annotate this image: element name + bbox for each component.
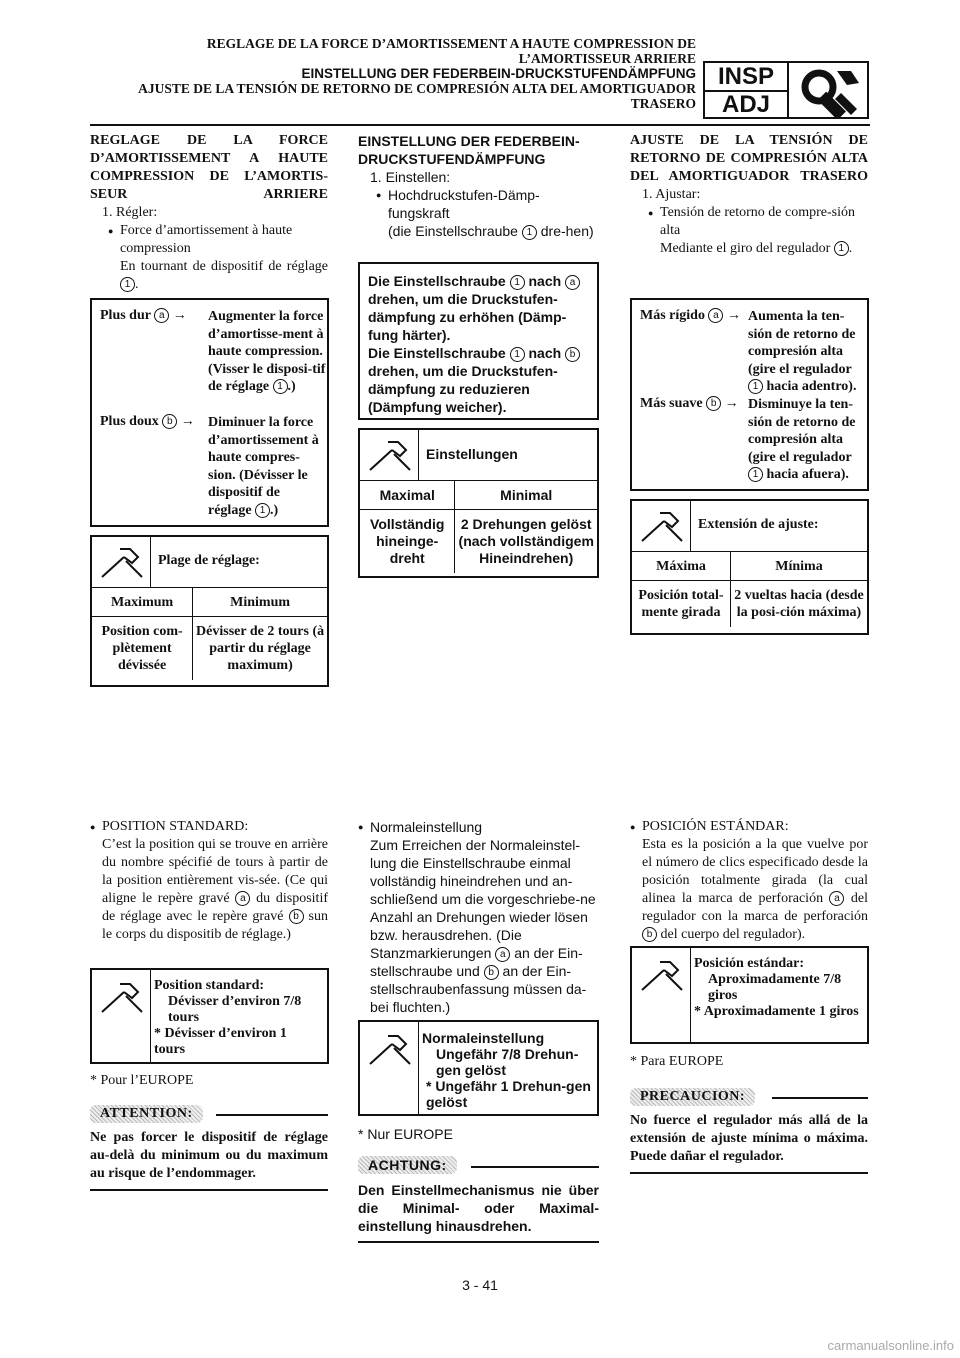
caution-fr bbox=[90, 1104, 328, 1191]
spec-table bbox=[360, 481, 597, 573]
spec-title: Extensión de ajuste: bbox=[698, 517, 819, 532]
adjust-text: Die Einstellschraube 1 nach a drehen, um die Druckstufen-dämpfung zu erhöhen (Dämp-fung härter). Die Einstellschraube 1 nach b drehen, um die Druckstufen-dämpfung zu reduzieren (Dämpfung weicher). bbox=[368, 272, 591, 416]
spec-table bbox=[92, 588, 327, 680]
standard-content: Posición estándar: Aproximadamente 7/8 giros * Aproximadamente 1 giros bbox=[694, 956, 859, 1019]
col-min: Minimal bbox=[455, 481, 597, 510]
adjust-text-harder: Aumenta la ten-sión de retorno de compresión alta (gire el regulador 1 hacia adentro). bbox=[748, 309, 857, 394]
french-standard bbox=[90, 818, 328, 944]
mark-1: 1 bbox=[255, 503, 270, 518]
standard-content: Position standard: Dévisser d’environ 7/8 tours * Dévisser d’environ 1 tours bbox=[154, 978, 302, 1057]
header-rule bbox=[90, 124, 870, 126]
adjust-text-softer: Diminuer la force d’amortissement à haute compres-sion. (Dévisser le dispositif de réglage 1 .) bbox=[208, 415, 319, 518]
step-label: 1. Einstellen: bbox=[370, 169, 451, 185]
footnote: * Para EUROPE bbox=[630, 1054, 724, 1069]
mark-1: 1 bbox=[510, 275, 525, 290]
french-column bbox=[90, 132, 328, 294]
caution-text: Den Einstellmechanismus nie über die Minimal- oder Maximal-einstellung hinausdrehen. bbox=[358, 1181, 599, 1243]
val-max: Position com-plètement dévissée bbox=[101, 624, 183, 673]
mark-1: 1 bbox=[748, 379, 763, 394]
wrench-icon bbox=[638, 956, 686, 996]
mark-1: 1 bbox=[748, 467, 763, 482]
bullet-item: ● Normaleinstellung bbox=[370, 818, 596, 836]
footnote: * Pour l’EUROPE bbox=[90, 1073, 194, 1088]
header-line: TRASERO bbox=[630, 96, 696, 111]
adjust-label-harder: Más rígido a → bbox=[640, 308, 741, 323]
val-min: 2 vueltas hacia (desde la posi-ción máxima) bbox=[730, 581, 867, 628]
caution-es bbox=[630, 1087, 868, 1174]
mark-b: b bbox=[484, 965, 499, 980]
mark-b: b bbox=[289, 909, 304, 924]
adjust-label-softer: Plus doux b → bbox=[100, 414, 195, 429]
col-max: Máxima bbox=[632, 552, 730, 581]
section-heading: EINSTELLUNG DER FEDERBEIN-DRUCKSTUFENDÄMPFUNG bbox=[358, 133, 580, 167]
bullet-subtext: Mediante el giro del regulador 1 . bbox=[660, 241, 853, 256]
step-label: 1. Régler: bbox=[102, 205, 158, 220]
bullet-subtext-label: En tournant de dispositif de réglage bbox=[120, 259, 328, 274]
adjust-box-de bbox=[358, 262, 599, 420]
spec-header bbox=[360, 430, 597, 481]
mark-a: a bbox=[235, 891, 250, 906]
standard-box-fr bbox=[90, 968, 329, 1064]
caution-de bbox=[358, 1156, 599, 1243]
val-min: Dévisser de 2 tours (à partir du réglage maximum) bbox=[193, 617, 327, 681]
bullet-item: ● Tensión de retorno de compre-sión alta bbox=[660, 204, 868, 240]
adjust-label-softer: Más suave b → bbox=[640, 396, 739, 411]
header-line: REGLAGE DE LA FORCE D’AMORTISSEMENT A HAUTE COMPRESSION DE bbox=[206, 36, 696, 51]
badge-top: INSP bbox=[705, 63, 787, 92]
german-standard bbox=[358, 818, 596, 1016]
val-min: 2 Drehungen gelöst (nach vollständigem Hineindrehen) bbox=[455, 510, 597, 574]
page-number: 3 - 41 bbox=[462, 1277, 498, 1293]
wrench-icon bbox=[638, 507, 686, 547]
mark-b: b bbox=[642, 927, 657, 942]
caution-text: No fuerce el regulador más allá de la extensión de ajuste mínima o máxima. Puede dañar el regulador. bbox=[630, 1112, 868, 1174]
mark-b: b bbox=[565, 347, 580, 362]
adjust-text-softer: Disminuye la ten-sión de retorno de compresión alta (gire el regulador 1 hacia afuera). bbox=[748, 397, 856, 482]
bullet-subtext: En tournant de dispositif de réglage 1 . bbox=[120, 259, 328, 292]
mark-b: b bbox=[162, 414, 177, 429]
mark-a: a bbox=[565, 275, 580, 290]
spanish-standard bbox=[630, 818, 868, 944]
col-min: Mínima bbox=[730, 552, 867, 581]
standard-text: Esta es la posición a la que vuelve por el número de clics especificado desde la posición totalmente girada (la cual alinea la marca de perforación a del regulador con la marca de perforación b del cuerpo del regulador). bbox=[642, 837, 868, 942]
page-header bbox=[76, 36, 696, 111]
mark-b: b bbox=[706, 396, 721, 411]
section-heading: REGLAGE DE LA FORCE D’AMORTISSEMENT A HAUTE COMPRESSION DE L’AMORTIS-SEUR ARRIERE bbox=[90, 133, 328, 202]
spec-box-de bbox=[358, 428, 599, 578]
caution-text: Ne pas forcer le dispositif de réglage au-delà du minimum ou du maximum au risque de l’endommager. bbox=[90, 1129, 328, 1191]
footnote: * Nur EUROPE bbox=[358, 1126, 453, 1142]
header-line: AJUSTE DE LA TENSIÓN DE RETORNO DE COMPRESIÓN ALTA DEL AMORTIGUADOR bbox=[138, 81, 696, 96]
spec-header bbox=[92, 537, 327, 588]
mark-1: 1 bbox=[273, 379, 288, 394]
adjust-box-es bbox=[630, 298, 869, 491]
german-column bbox=[358, 132, 596, 240]
badge-bottom: ADJ bbox=[721, 91, 770, 118]
spec-box-es bbox=[630, 499, 869, 635]
val-max: Posición total-mente girada bbox=[638, 588, 724, 620]
wrench-icon bbox=[98, 978, 146, 1018]
wrench-icon bbox=[98, 543, 146, 583]
mark-1: 1 bbox=[522, 225, 537, 240]
header-line: L’AMORTISSEUR ARRIERE bbox=[518, 51, 696, 66]
spanish-column bbox=[630, 132, 868, 258]
caution-label: PRECAUCION: bbox=[630, 1088, 755, 1106]
section-badge bbox=[703, 61, 869, 119]
bullet-item: ● POSICIÓN ESTÁNDAR: bbox=[642, 818, 868, 836]
adjust-text-harder: Augmenter la force d’amortisse-ment à haute compression. (Visser le disposi-tif de réglage 1 .) bbox=[208, 309, 326, 394]
spec-box-fr bbox=[90, 535, 329, 687]
bullet-item bbox=[120, 222, 328, 258]
bullet-subtext: (die Einstellschraube 1 dre-hen) bbox=[388, 223, 594, 239]
mark-1: 1 bbox=[120, 277, 135, 292]
wrench-icon bbox=[366, 436, 414, 476]
mark-a: a bbox=[154, 308, 169, 323]
bullet-text: Force d’amortissement à haute compression bbox=[120, 223, 293, 256]
section-heading: AJUSTE DE LA TENSIÓN DE RETORNO DE COMPRESIÓN ALTA DEL AMORTIGUADOR TRASERO bbox=[630, 133, 868, 184]
step-label: 1. Ajustar: bbox=[642, 187, 701, 202]
bullet-item: ● Hochdruckstufen-Dämp-fungskraft bbox=[388, 186, 596, 222]
mark-1: 1 bbox=[834, 241, 849, 256]
col-max: Maximum bbox=[92, 588, 193, 617]
spec-title: Plage de réglage: bbox=[158, 553, 260, 568]
standard-box-de bbox=[358, 1020, 599, 1116]
spec-title: Einstellungen bbox=[426, 446, 518, 462]
standard-content: Normaleinstellung Ungefähr 7/8 Drehun-gen gelöst * Ungefähr 1 Drehun-gen gelöst bbox=[422, 1030, 591, 1110]
wrench-icon bbox=[366, 1030, 414, 1070]
spec-table bbox=[632, 552, 867, 627]
adjust-box-fr bbox=[90, 298, 329, 527]
adjust-label-harder: Plus dur a → bbox=[100, 308, 187, 323]
caution-label: ACHTUNG: bbox=[358, 1156, 457, 1174]
spec-header bbox=[632, 501, 867, 552]
caution-label: ATTENTION: bbox=[90, 1105, 203, 1123]
val-max: Vollständig hineinge-dreht bbox=[370, 516, 445, 566]
col-min: Minimum bbox=[193, 588, 327, 617]
mark-a: a bbox=[495, 947, 510, 962]
mark-1: 1 bbox=[510, 347, 525, 362]
mark-a: a bbox=[708, 308, 723, 323]
standard-text: C’est la position qui se trouve en arrière du nombre spécifié de tours à partir de la position entièrement vis-sée. (Ce qui aligne le repère gravé a du dispositif de réglage avec le repère gravé b sun le corps du dispositib de réglage.) bbox=[102, 837, 328, 942]
standard-text: Zum Erreichen der Normaleinstel-lung die Einstellschraube einmal vollständig hineindrehen und an-schließend um die vorgeschriebe-ne Anzahl an Drehungen wieder lösen bzw. herausdrehen. (Die Stanzmarkierungen a an der Ein-stellschraube und b an der Ein-stellschraubenfassung müssen da-bei fluchten.) bbox=[370, 837, 596, 1015]
mark-a: a bbox=[829, 891, 844, 906]
bullet-item: ● POSITION STANDARD: bbox=[102, 818, 328, 836]
standard-box-es bbox=[630, 946, 869, 1044]
watermark: carmanualsonline.info bbox=[827, 1338, 954, 1353]
wrench-icon bbox=[789, 61, 869, 119]
header-line: EINSTELLUNG DER FEDERBEIN-DRUCKSTUFENDÄMPFUNG bbox=[301, 66, 696, 81]
badge-text bbox=[703, 61, 789, 119]
col-max: Maximal bbox=[360, 481, 455, 510]
